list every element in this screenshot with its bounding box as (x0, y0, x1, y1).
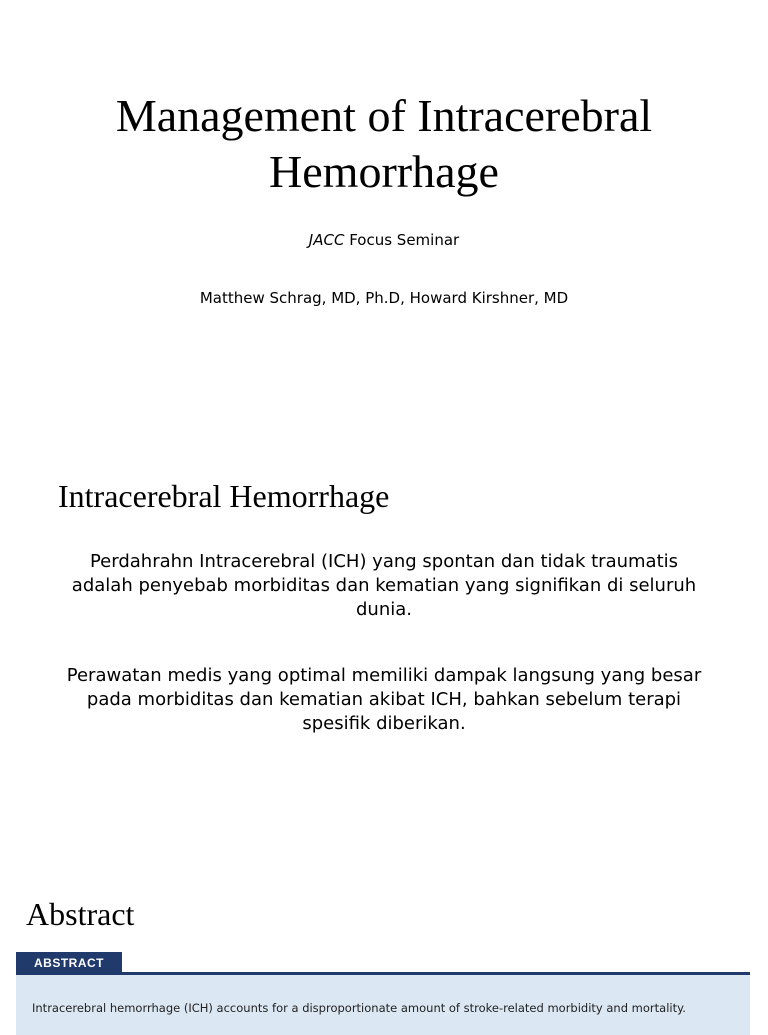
journal-name: JACC (308, 231, 345, 249)
title-line-1: Management of Intracerebral (115, 90, 653, 141)
abstract-heading: Abstract (26, 896, 135, 932)
abstract-text: Intracerebral hemorrhage (ICH) accounts for a disproportionate amount of stroke-related morbidity and mortality. (32, 1001, 686, 1015)
abstract-slide (0, 880, 768, 1024)
ich-paragraph-2: Perawatan medis yang optimal memiliki dampak langsung yang besar pada morbiditas dan kematian akibat ICH, bahkan sebelum terapi spesifik diberikan. (66, 665, 702, 734)
authors-line: Matthew Schrag, MD, Ph.D, Howard Kirshner, MD (199, 289, 569, 307)
title-slide (0, 0, 768, 440)
ich-slide (0, 440, 768, 870)
presentation-title (40, 88, 728, 200)
ich-heading: Intracerebral Hemorrhage (58, 478, 390, 514)
seminar-subtitle (0, 230, 768, 250)
ich-paragraph-1: Perdahrahn Intracerebral (ICH) yang spontan dan tidak traumatis adalah penyebab morbiditas dan kematian yang signifikan di seluruh dunia. (71, 551, 697, 620)
abstract-tag: ABSTRACT (16, 952, 122, 975)
seminar-label: Focus Seminar (344, 231, 460, 249)
title-line-2: Hemorrhage (269, 146, 499, 197)
